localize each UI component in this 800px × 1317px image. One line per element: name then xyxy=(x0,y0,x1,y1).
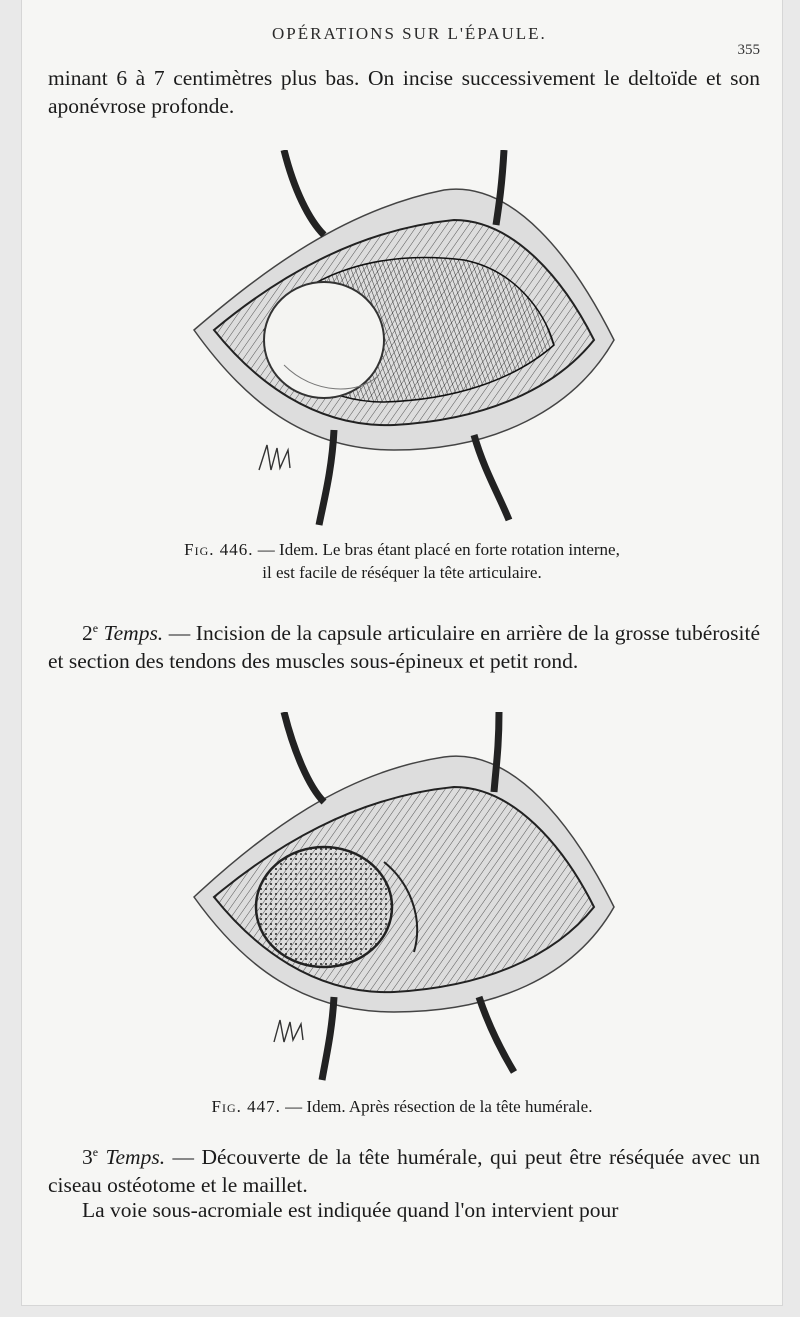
figure-446-illustration xyxy=(184,150,624,530)
figure-446-label: Fig. 446. xyxy=(184,540,254,559)
temps-3-text: — Découverte de la tête humérale, qui peut être réséquée avec un ciseau ostéotome et le maillet. xyxy=(48,1145,760,1198)
temps-3-number: 3 xyxy=(82,1145,93,1170)
book-page xyxy=(22,0,782,1305)
figure-447-illustration xyxy=(184,712,624,1082)
figure-446-caption-line2: il est facile de réséquer la tête articulaire. xyxy=(262,563,542,582)
page-number: 355 xyxy=(737,42,760,58)
figure-446-caption-line1: — Idem. Le bras étant placé en forte rotation interne, xyxy=(253,540,620,559)
temps-3-paragraph xyxy=(48,1138,760,1199)
last-paragraph: La voie sous-acromiale est indiquée quand l'on intervient pour xyxy=(82,1198,619,1222)
temps-2-sup: e xyxy=(92,621,99,635)
temps-2-word: Temps. xyxy=(103,621,164,646)
figure-447-caption-text: — Idem. Après résection de la tête humérale. xyxy=(280,1097,593,1116)
intro-paragraph: minant 6 à 7 centimètres plus bas. On incise successivement le deltoïde et son aponévrose profonde. xyxy=(48,66,760,118)
temps-3-sup: e xyxy=(92,1145,99,1159)
temps-3-word: Temps. xyxy=(105,1145,166,1170)
temps-2-number: 2 xyxy=(82,621,93,646)
figure-447-label: Fig. 447. xyxy=(211,1097,281,1116)
temps-2-paragraph xyxy=(48,614,760,675)
temps-2-text: — Incision de la capsule articulaire en arrière de la grosse tubérosité et section des tendons des muscles sous-épineux et petit rond. xyxy=(48,621,761,674)
figure-447-caption xyxy=(22,1095,782,1118)
figure-446-caption xyxy=(22,538,782,584)
running-head: OPÉRATIONS SUR L'ÉPAULE. xyxy=(272,24,547,43)
